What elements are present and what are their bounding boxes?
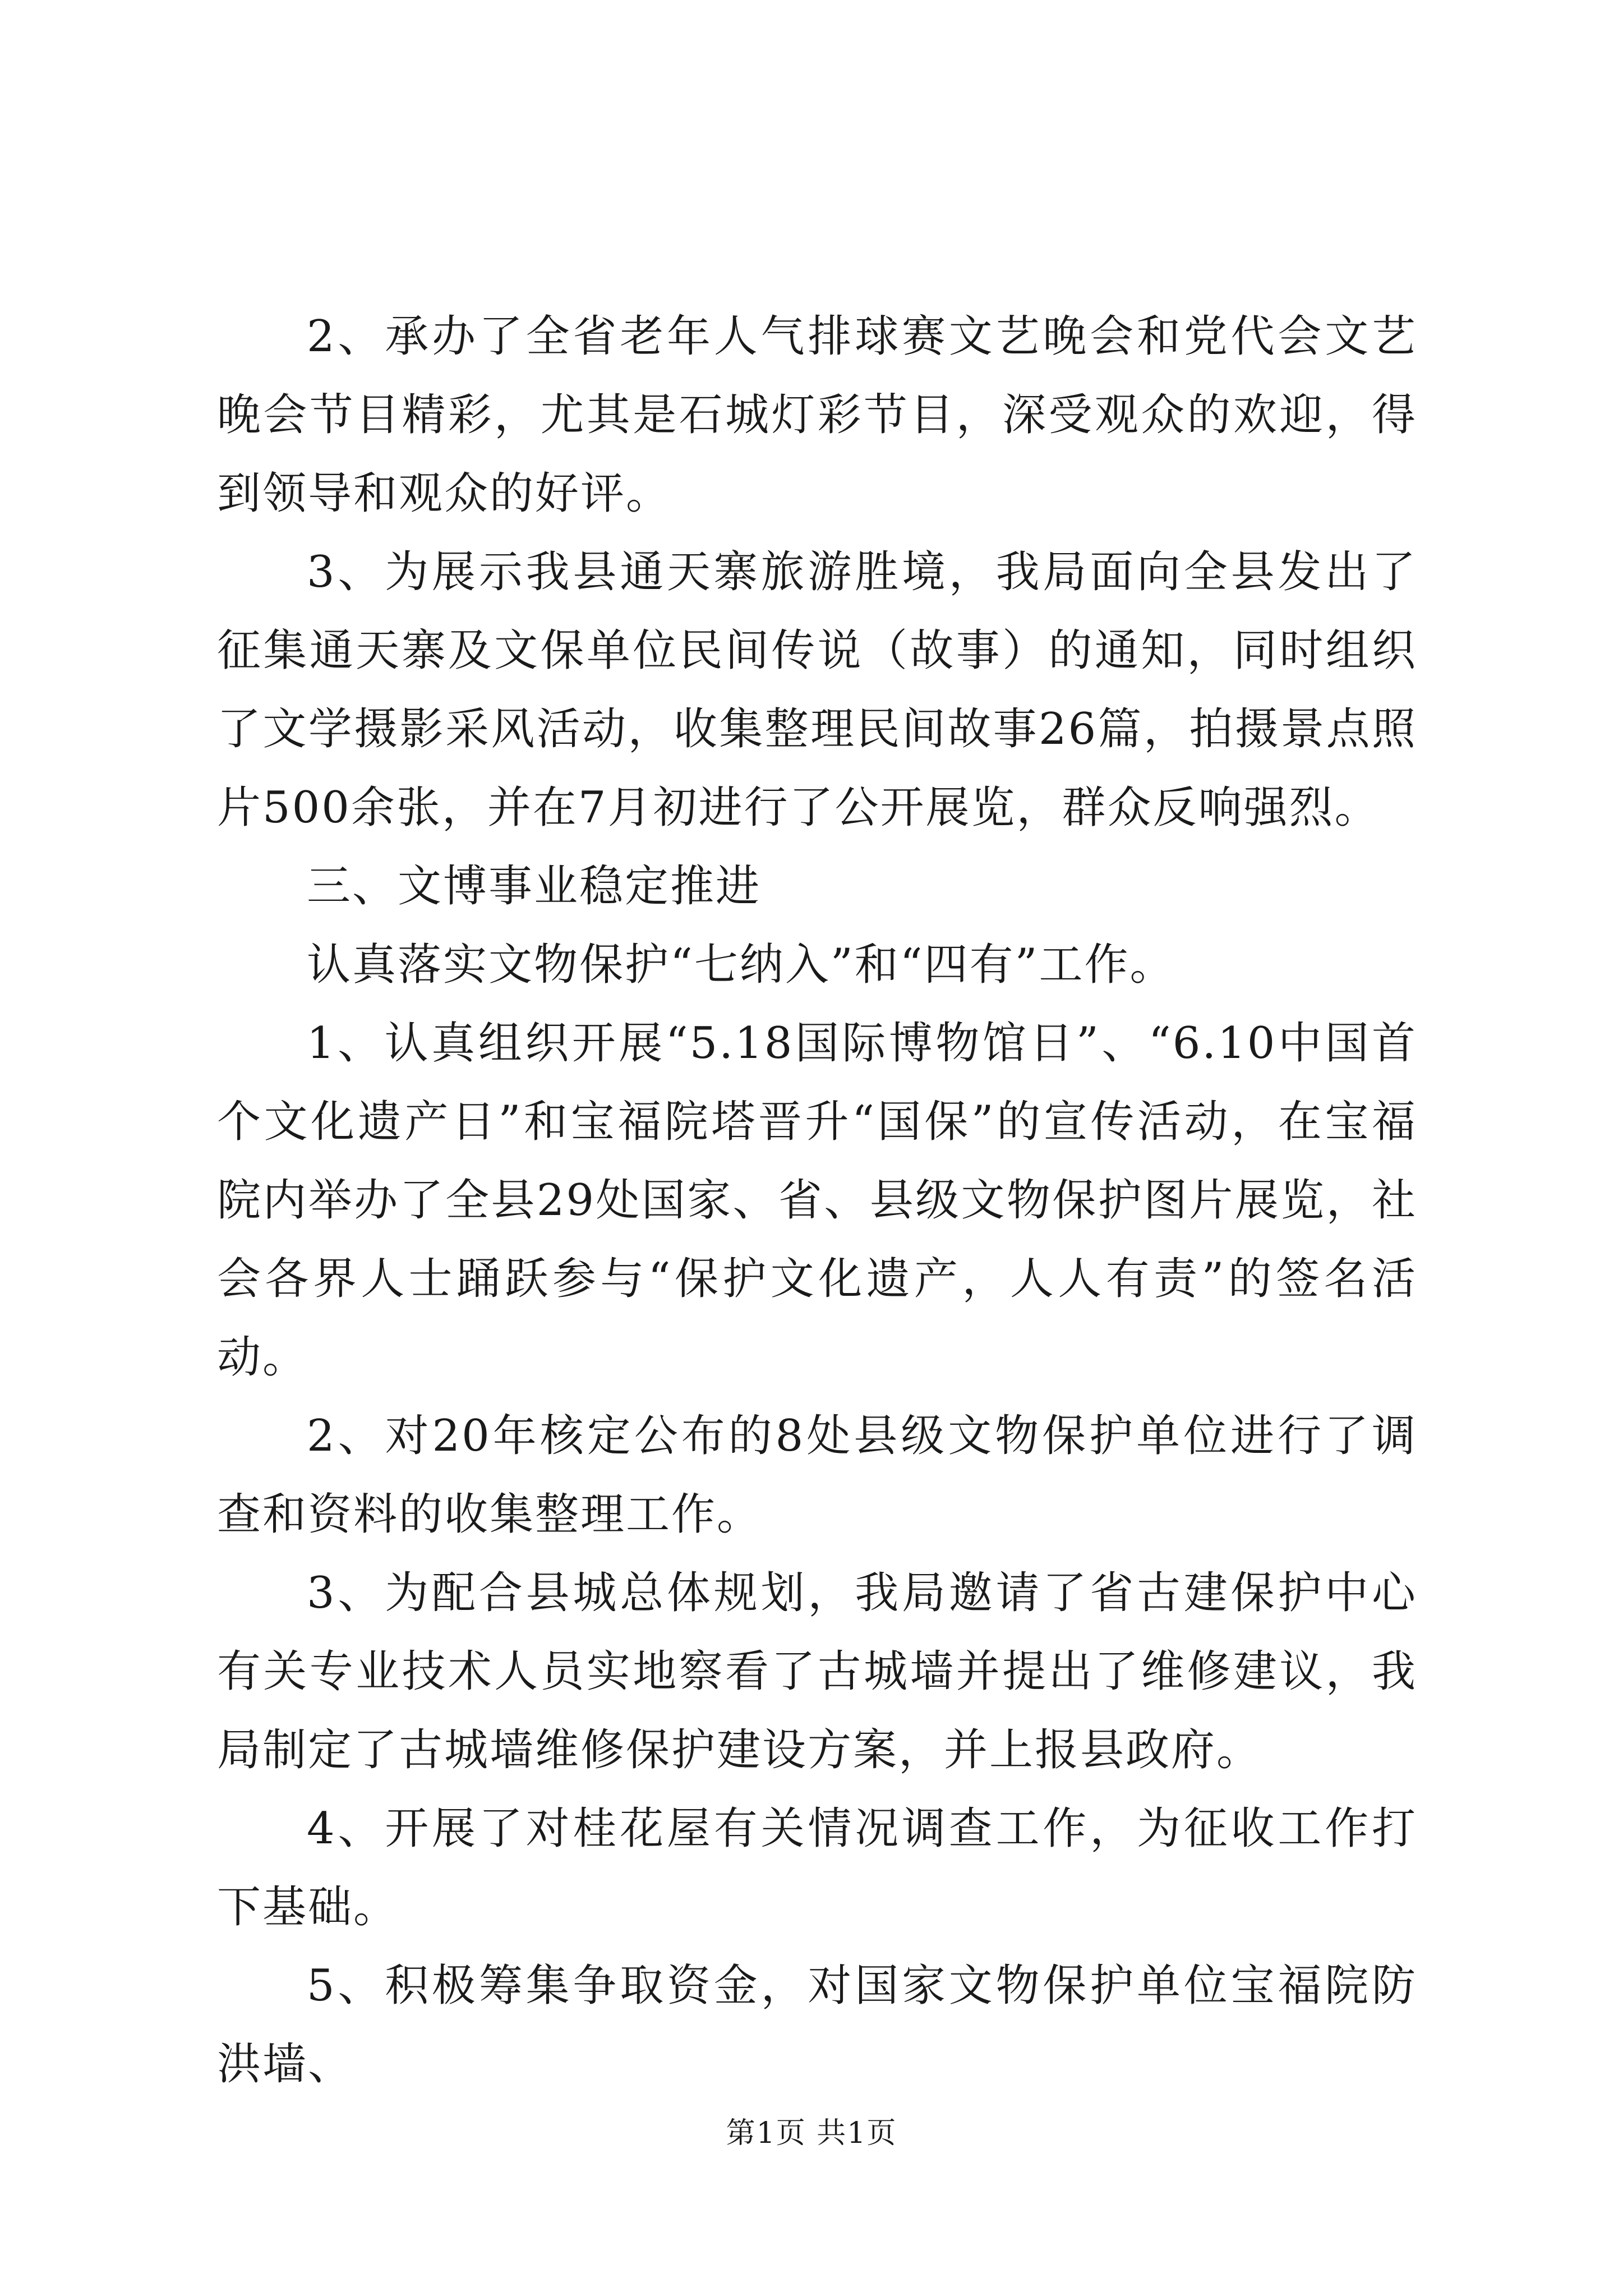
page-footer: 第1页 共1页 xyxy=(726,2116,897,2150)
paragraph-city-wall: 3、为配合县城总体规划，我局邀请了省古建保护中心有关专业技术人员实地察看了古城墙并提出了维修建议，我局制定了古城墙维修保护建设方案，并上报县政府。 xyxy=(217,1568,1417,1775)
section-heading-cultural-relics: 三、文博事业稳定推进 xyxy=(307,861,762,912)
paragraph-museum-day: 1、认真组织开展“5.18国际博物馆日”、“6.10中国首个文化遗产日”和宝福院塔晋升“国保”的宣传活动，在宝福院内举办了全县29处国家、省、县级文物保护图片展览，社会各界人士踊跃参与“保护文化遗产，人人有责”的签名活动。 xyxy=(217,1018,1417,1383)
paragraph-protection-work: 认真落实文物保护“七纳入”和“四有”工作。 xyxy=(307,940,1175,990)
paragraph-survey: 2、对20年核定公布的8处县级文物保护单位进行了调查和资料的收集整理工作。 xyxy=(217,1411,1417,1540)
paragraph-folk-tales: 3、为展示我县通天寨旅游胜境，我局面向全县发出了征集通天寨及文保单位民间传说（故事）的通知，同时组织了文学摄影采风活动，收集整理民间故事26篇，拍摄景点照片500余张，并在7月初进行了公开展览，群众反响强烈。 xyxy=(217,547,1417,833)
paragraph-osmanthus-house: 4、开展了对桂花屋有关情况调查工作，为征收工作打下基础。 xyxy=(217,1803,1417,1932)
document-body xyxy=(217,297,1417,2104)
paragraph-evening-gala: 2、承办了全省老年人气排球赛文艺晚会和党代会文艺晚会节目精彩，尤其是石城灯彩节目，深受观众的欢迎，得到领导和观众的好评。 xyxy=(217,311,1417,519)
paragraph-funding: 5、积极筹集争取资金，对国家文物保护单位宝福院防洪墙、 xyxy=(217,1961,1417,2090)
